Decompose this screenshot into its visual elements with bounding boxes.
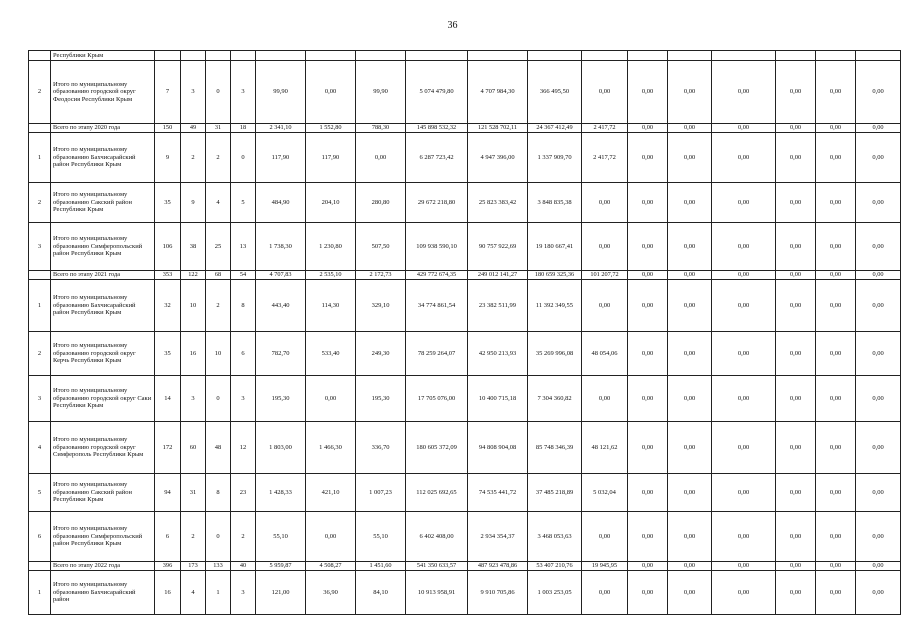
value-cell: 42 950 213,93	[468, 332, 528, 376]
value-cell: 0,00	[712, 271, 776, 280]
value-cell: 180 605 372,09	[406, 422, 468, 474]
value-cell: 0,00	[856, 271, 901, 280]
value-cell: 0,00	[668, 562, 712, 571]
value-cell: 0,00	[582, 61, 628, 124]
value-cell: 0,00	[306, 61, 356, 124]
table-row	[29, 51, 901, 61]
value-cell: 0,00	[668, 133, 712, 183]
value-cell: 249 012 141,27	[468, 271, 528, 280]
value-cell: 1 230,80	[306, 223, 356, 271]
value-cell: 0,00	[628, 512, 668, 562]
value-cell: 114,30	[306, 280, 356, 332]
value-cell: 0,00	[582, 571, 628, 615]
value-cell: 14	[155, 376, 181, 422]
value-cell: 0,00	[816, 376, 856, 422]
region-name: Итого по муниципальному образованию Бахчисарайский район Республики Крым	[51, 133, 155, 183]
value-cell: 1 552,80	[306, 124, 356, 133]
value-cell: 533,40	[306, 332, 356, 376]
value-cell: 5 032,04	[582, 474, 628, 512]
value-cell: 396	[155, 562, 181, 571]
row-number: 5	[29, 474, 51, 512]
value-cell: 0,00	[668, 512, 712, 562]
stage-total-label: Всего по этапу 2021 года	[51, 271, 155, 280]
value-cell: 0,00	[582, 376, 628, 422]
value-cell: 0,00	[816, 562, 856, 571]
row-number: 1	[29, 280, 51, 332]
value-cell: 49	[181, 124, 206, 133]
value-cell: 34 774 861,54	[406, 280, 468, 332]
value-cell: 37 485 218,89	[528, 474, 582, 512]
value-cell: 788,30	[356, 124, 406, 133]
region-name: Итого по муниципальному образованию Сакский район Республики Крым	[51, 183, 155, 223]
row-number: 2	[29, 61, 51, 124]
value-cell: 0,00	[856, 124, 901, 133]
value-cell: 78 259 264,07	[406, 332, 468, 376]
value-cell: 18	[231, 124, 256, 133]
value-cell: 421,10	[306, 474, 356, 512]
value-cell: 0,00	[776, 474, 816, 512]
region-name: Итого по муниципальному образованию Симферопольский район Республики Крым	[51, 512, 155, 562]
value-cell: 10 400 715,18	[468, 376, 528, 422]
value-cell: 6	[231, 332, 256, 376]
value-cell: 38	[181, 223, 206, 271]
value-cell: 10	[206, 332, 231, 376]
value-cell: 122	[181, 271, 206, 280]
value-cell: 35 269 996,08	[528, 332, 582, 376]
value-cell: 0,00	[628, 223, 668, 271]
region-name: Итого по муниципальному образованию Сакский район Республики Крым	[51, 474, 155, 512]
value-cell: 5 959,87	[256, 562, 306, 571]
value-cell: 4	[206, 183, 231, 223]
stage-total-label: Всего по этапу 2020 года	[51, 124, 155, 133]
value-cell: 16	[155, 571, 181, 615]
value-cell: 0,00	[668, 223, 712, 271]
value-cell: 195,30	[256, 376, 306, 422]
value-cell: 353	[155, 271, 181, 280]
value-cell: 101 207,72	[582, 271, 628, 280]
value-cell: 0,00	[776, 280, 816, 332]
value-cell: 0,00	[856, 280, 901, 332]
value-cell: 0,00	[668, 474, 712, 512]
row-number: 3	[29, 223, 51, 271]
value-cell: 4 707 984,30	[468, 61, 528, 124]
value-cell: 19 180 667,41	[528, 223, 582, 271]
value-cell: 0,00	[776, 124, 816, 133]
value-cell: 0,00	[816, 183, 856, 223]
value-cell: 2	[206, 280, 231, 332]
value-cell: 0,00	[776, 562, 816, 571]
table-row	[29, 183, 901, 223]
value-cell: 0	[206, 376, 231, 422]
value-cell: 0,00	[668, 571, 712, 615]
value-cell: 0,00	[582, 223, 628, 271]
value-cell: 0,00	[776, 61, 816, 124]
value-cell: 0	[231, 133, 256, 183]
value-cell: 0,00	[856, 474, 901, 512]
value-cell: 429 772 674,35	[406, 271, 468, 280]
value-cell: 2 417,72	[582, 124, 628, 133]
value-cell: 0,00	[776, 271, 816, 280]
value-cell: 7	[155, 61, 181, 124]
value-cell: 16	[181, 332, 206, 376]
value-cell: 0,00	[856, 562, 901, 571]
value-cell: 19 945,95	[582, 562, 628, 571]
table-row	[29, 133, 901, 183]
value-cell: 6	[155, 512, 181, 562]
value-cell: 0,00	[668, 332, 712, 376]
value-cell: 31	[181, 474, 206, 512]
value-cell: 0,00	[582, 183, 628, 223]
value-cell: 117,90	[256, 133, 306, 183]
value-cell: 0,00	[712, 562, 776, 571]
value-cell: 2 535,10	[306, 271, 356, 280]
value-cell: 0,00	[816, 512, 856, 562]
value-cell: 0,00	[856, 183, 901, 223]
value-cell: 2 934 354,37	[468, 512, 528, 562]
value-cell: 48	[206, 422, 231, 474]
value-cell: 0,00	[628, 474, 668, 512]
value-cell: 0,00	[776, 133, 816, 183]
stage-total-row	[29, 124, 901, 133]
value-cell: 0,00	[582, 512, 628, 562]
value-cell: 10 913 958,91	[406, 571, 468, 615]
value-cell: 2	[181, 512, 206, 562]
value-cell: 40	[231, 562, 256, 571]
value-cell: 0,00	[816, 124, 856, 133]
value-cell: 1 003 253,05	[528, 571, 582, 615]
value-cell: 0,00	[582, 280, 628, 332]
value-cell: 3	[181, 376, 206, 422]
value-cell: 0,00	[628, 422, 668, 474]
value-cell: 2	[206, 133, 231, 183]
value-cell: 117,90	[306, 133, 356, 183]
value-cell: 0,00	[628, 562, 668, 571]
value-cell: 106	[155, 223, 181, 271]
value-cell: 1 337 909,70	[528, 133, 582, 183]
value-cell: 2 341,10	[256, 124, 306, 133]
value-cell: 0,00	[856, 422, 901, 474]
value-cell: 0,00	[816, 474, 856, 512]
value-cell: 0,00	[776, 332, 816, 376]
value-cell: 53 407 210,76	[528, 562, 582, 571]
value-cell: 32	[155, 280, 181, 332]
value-cell: 249,30	[356, 332, 406, 376]
value-cell: 4 947 396,00	[468, 133, 528, 183]
value-cell: 0,00	[816, 223, 856, 271]
table-row	[29, 332, 901, 376]
value-cell: 109 938 590,10	[406, 223, 468, 271]
value-cell: 3	[181, 61, 206, 124]
row-number: 2	[29, 183, 51, 223]
value-cell: 23 382 511,99	[468, 280, 528, 332]
value-cell: 0,00	[776, 376, 816, 422]
value-cell: 0,00	[816, 280, 856, 332]
page-number: 36	[447, 20, 458, 31]
value-cell: 0,00	[712, 332, 776, 376]
value-cell: 0,00	[776, 512, 816, 562]
row-number: 3	[29, 376, 51, 422]
table-row	[29, 376, 901, 422]
value-cell: 23	[231, 474, 256, 512]
region-name: Итого по муниципальному образованию Бахчисарайский район Республики Крым	[51, 280, 155, 332]
value-cell: 133	[206, 562, 231, 571]
value-cell: 24 367 412,49	[528, 124, 582, 133]
value-cell: 0,00	[816, 571, 856, 615]
stage-total-row	[29, 271, 901, 280]
value-cell: 6 402 408,00	[406, 512, 468, 562]
value-cell: 1 007,23	[356, 474, 406, 512]
value-cell: 17 705 076,00	[406, 376, 468, 422]
value-cell: 0,00	[668, 280, 712, 332]
value-cell: 2 417,72	[582, 133, 628, 183]
value-cell: 1	[206, 571, 231, 615]
row-number: 1	[29, 133, 51, 183]
value-cell: 782,70	[256, 332, 306, 376]
value-cell: 36,90	[306, 571, 356, 615]
value-cell: 366 495,50	[528, 61, 582, 124]
region-name: Итого по муниципальному образованию городской округ Саки Республики Крым	[51, 376, 155, 422]
value-cell: 7 304 360,82	[528, 376, 582, 422]
value-cell: 35	[155, 332, 181, 376]
value-cell: 1 466,30	[306, 422, 356, 474]
row-number: 4	[29, 422, 51, 474]
value-cell: 60	[181, 422, 206, 474]
value-cell: 150	[155, 124, 181, 133]
value-cell: 541 350 633,57	[406, 562, 468, 571]
value-cell: 85 748 346,39	[528, 422, 582, 474]
value-cell: 10	[181, 280, 206, 332]
value-cell: 0,00	[816, 61, 856, 124]
value-cell: 0,00	[712, 124, 776, 133]
value-cell: 3	[231, 376, 256, 422]
value-cell: 29 672 218,80	[406, 183, 468, 223]
value-cell: 3	[231, 61, 256, 124]
value-cell: 8	[231, 280, 256, 332]
region-name: Итого по муниципальному образованию городской округ Керчь Республики Крым	[51, 332, 155, 376]
value-cell: 0,00	[628, 183, 668, 223]
region-name: Итого по муниципальному образованию Бахчисарайский район	[51, 571, 155, 615]
value-cell: 145 898 532,32	[406, 124, 468, 133]
stage-total-row	[29, 562, 901, 571]
region-name: Итого по муниципальному образованию Симферопольский район Республики Крым	[51, 223, 155, 271]
value-cell: 0,00	[628, 61, 668, 124]
value-cell: 443,40	[256, 280, 306, 332]
value-cell: 2	[231, 512, 256, 562]
table-row	[29, 512, 901, 562]
value-cell: 5 074 479,80	[406, 61, 468, 124]
value-cell: 1 803,00	[256, 422, 306, 474]
value-cell: 94	[155, 474, 181, 512]
value-cell: 0,00	[856, 223, 901, 271]
stage-total-label: Всего по этапу 2022 года	[51, 562, 155, 571]
value-cell: 0,00	[856, 512, 901, 562]
value-cell: 0,00	[668, 422, 712, 474]
value-cell: 94 808 904,08	[468, 422, 528, 474]
value-cell: 0,00	[712, 571, 776, 615]
value-cell: 0,00	[712, 512, 776, 562]
value-cell: 9 910 705,86	[468, 571, 528, 615]
value-cell: 172	[155, 422, 181, 474]
value-cell: 180 659 325,36	[528, 271, 582, 280]
value-cell: 0,00	[816, 133, 856, 183]
value-cell: 0,00	[712, 223, 776, 271]
value-cell: 484,90	[256, 183, 306, 223]
row-number: 2	[29, 332, 51, 376]
region-name: Итого по муниципальному образованию городской округ Симферополь Республики Крым	[51, 422, 155, 474]
value-cell: 0,00	[668, 61, 712, 124]
table-row	[29, 474, 901, 512]
value-cell: 0,00	[856, 61, 901, 124]
value-cell: 48 121,62	[582, 422, 628, 474]
value-cell: 3 848 835,38	[528, 183, 582, 223]
value-cell: 55,10	[256, 512, 306, 562]
value-cell: 204,10	[306, 183, 356, 223]
value-cell: 99,90	[356, 61, 406, 124]
value-cell: 0,00	[628, 133, 668, 183]
value-cell: 0,00	[306, 512, 356, 562]
value-cell: 0,00	[712, 183, 776, 223]
value-cell: 0,00	[306, 376, 356, 422]
value-cell: 0,00	[712, 61, 776, 124]
value-cell: 487 923 478,86	[468, 562, 528, 571]
row-number: 1	[29, 571, 51, 615]
value-cell: 0,00	[712, 474, 776, 512]
value-cell: 48 054,06	[582, 332, 628, 376]
value-cell: 0,00	[856, 376, 901, 422]
value-cell: 9	[155, 133, 181, 183]
value-cell: 54	[231, 271, 256, 280]
data-table	[28, 50, 901, 615]
table-row	[29, 223, 901, 271]
value-cell: 2 172,73	[356, 271, 406, 280]
value-cell: 2	[181, 133, 206, 183]
table-row	[29, 422, 901, 474]
value-cell: 4 508,27	[306, 562, 356, 571]
value-cell: 0,00	[668, 183, 712, 223]
value-cell: 11 392 349,55	[528, 280, 582, 332]
value-cell: 280,80	[356, 183, 406, 223]
value-cell: 0,00	[628, 571, 668, 615]
value-cell: 0,00	[776, 571, 816, 615]
value-cell: 0,00	[816, 422, 856, 474]
value-cell: 55,10	[356, 512, 406, 562]
value-cell: 0,00	[856, 332, 901, 376]
value-cell: 0,00	[668, 376, 712, 422]
value-cell: 0,00	[816, 271, 856, 280]
value-cell: 25	[206, 223, 231, 271]
value-cell: 9	[181, 183, 206, 223]
value-cell: 8	[206, 474, 231, 512]
value-cell: 0,00	[628, 332, 668, 376]
value-cell: 0	[206, 61, 231, 124]
value-cell: 0,00	[856, 571, 901, 615]
value-cell: 3	[231, 571, 256, 615]
table-row	[29, 280, 901, 332]
value-cell: 74 535 441,72	[468, 474, 528, 512]
value-cell: 329,10	[356, 280, 406, 332]
value-cell: 112 025 692,65	[406, 474, 468, 512]
value-cell: 0,00	[712, 133, 776, 183]
value-cell: 84,10	[356, 571, 406, 615]
value-cell: 3 468 053,63	[528, 512, 582, 562]
value-cell: 0,00	[628, 280, 668, 332]
region-name: Итого по муниципальному образованию городской округ Феодосия Республики Крым	[51, 61, 155, 124]
value-cell: 68	[206, 271, 231, 280]
value-cell: 0,00	[668, 271, 712, 280]
value-cell: 4	[181, 571, 206, 615]
region-name: Республики Крым	[51, 51, 155, 61]
value-cell: 31	[206, 124, 231, 133]
value-cell: 0,00	[712, 376, 776, 422]
value-cell: 0,00	[712, 280, 776, 332]
value-cell: 0,00	[628, 124, 668, 133]
value-cell: 195,30	[356, 376, 406, 422]
row-number: 6	[29, 512, 51, 562]
value-cell: 4 707,83	[256, 271, 306, 280]
value-cell: 1 428,33	[256, 474, 306, 512]
value-cell: 0,00	[628, 376, 668, 422]
value-cell: 0,00	[712, 422, 776, 474]
value-cell: 0,00	[776, 183, 816, 223]
value-cell: 35	[155, 183, 181, 223]
value-cell: 507,50	[356, 223, 406, 271]
value-cell: 121 528 702,11	[468, 124, 528, 133]
value-cell: 5	[231, 183, 256, 223]
value-cell: 6 287 723,42	[406, 133, 468, 183]
value-cell: 0,00	[776, 223, 816, 271]
value-cell: 121,00	[256, 571, 306, 615]
value-cell: 1 451,60	[356, 562, 406, 571]
value-cell: 0,00	[776, 422, 816, 474]
value-cell: 173	[181, 562, 206, 571]
table-row	[29, 61, 901, 124]
value-cell: 99,90	[256, 61, 306, 124]
value-cell: 25 823 383,42	[468, 183, 528, 223]
value-cell: 336,70	[356, 422, 406, 474]
value-cell: 13	[231, 223, 256, 271]
value-cell: 0,00	[628, 271, 668, 280]
table-row	[29, 571, 901, 615]
value-cell: 0,00	[816, 332, 856, 376]
value-cell: 0	[206, 512, 231, 562]
value-cell: 12	[231, 422, 256, 474]
value-cell: 0,00	[356, 133, 406, 183]
value-cell: 0,00	[668, 124, 712, 133]
value-cell: 1 738,30	[256, 223, 306, 271]
value-cell: 0,00	[856, 133, 901, 183]
value-cell: 90 757 922,69	[468, 223, 528, 271]
